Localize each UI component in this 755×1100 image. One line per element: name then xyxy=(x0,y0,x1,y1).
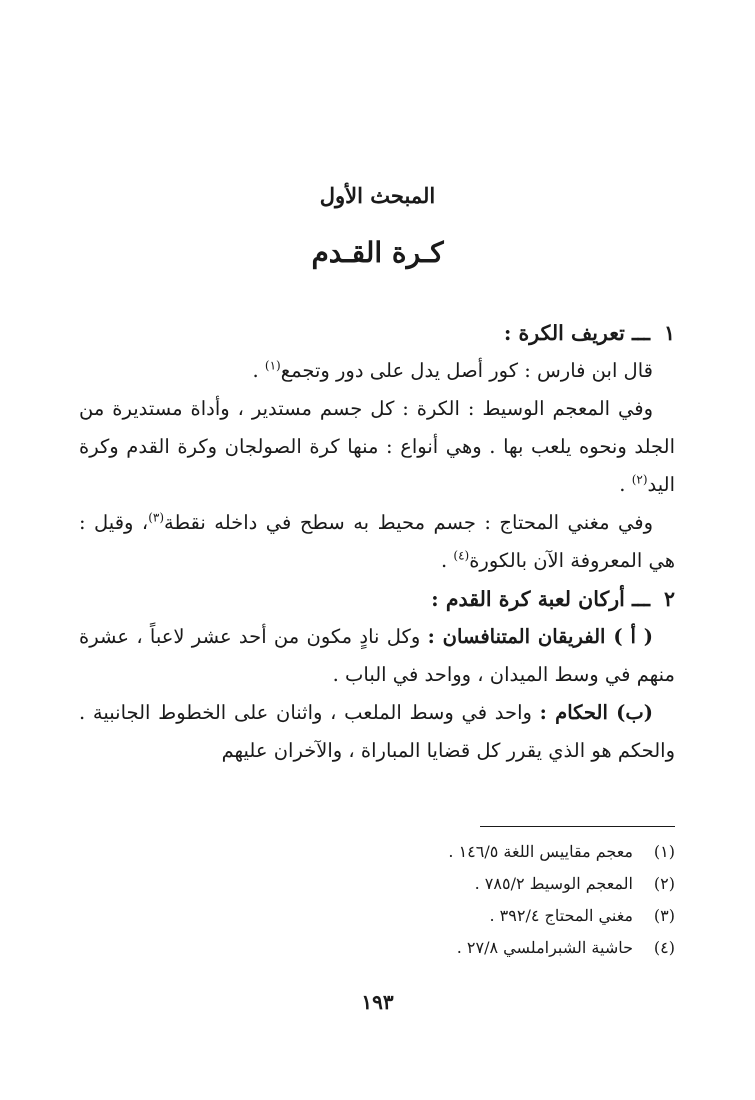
footnote-text: المعجم الوسيط ٧٨٥/٢ . xyxy=(474,874,633,893)
paragraph-wasit xyxy=(79,390,675,504)
section-number: ٢ xyxy=(663,587,675,611)
paragraph-text: وكل نادٍ مكون من أحد عشر لاعباً ، عشرة منهم في وسط الميدان ، وواحد في الباب . xyxy=(79,625,675,686)
footnote-number: (٢) xyxy=(653,874,675,893)
paragraph-text: وفي المعجم الوسيط : الكرة : كل جسم مستدير ، وأداة مستديرة من الجلد ونحوه يلعب بها . وهي أنواع : منها كرة الصولجان وكرة القدم وكرة اليد xyxy=(79,397,675,496)
page-number: ١٩٣ xyxy=(361,990,394,1014)
paragraph-teams xyxy=(79,618,675,694)
paragraph-end: . xyxy=(252,359,265,382)
paragraph-end: . xyxy=(440,549,454,572)
section-1-heading xyxy=(79,314,675,352)
footnote-text: حاشية الشبراملسي ٢٧/٨ . xyxy=(456,938,633,957)
section-title: تعريف الكرة : xyxy=(503,321,625,345)
footnote-ref[interactable]: (٣) xyxy=(148,510,165,525)
footnote-ref[interactable]: (٢) xyxy=(631,472,648,487)
footnote-item xyxy=(79,836,675,868)
body-text xyxy=(79,314,675,770)
footnotes-list xyxy=(79,836,675,964)
section-number: ١ xyxy=(663,321,675,345)
section-dash: ـــ xyxy=(631,587,650,611)
footnote-number: (٣) xyxy=(653,906,675,925)
paragraph-text: ، وقيل : هي المعروفة الآن بالكورة xyxy=(79,511,675,572)
paragraph-mughni xyxy=(79,504,675,580)
footnote-item xyxy=(79,932,675,964)
footnote-number: (٤) xyxy=(653,938,675,957)
subsection-label: (ب) الحكام : xyxy=(539,701,653,724)
footnote-divider xyxy=(480,826,675,827)
chapter-title: كـرة القـدم xyxy=(311,236,444,269)
paragraph-end: . xyxy=(619,473,632,496)
paragraph-referees xyxy=(79,694,675,770)
footnote-text: معجم مقاييس اللغة ١٤٦/٥ . xyxy=(448,842,633,861)
paragraph-text: قال ابن فارس : كور أصل يدل على دور وتجمع xyxy=(280,359,653,382)
footnote-item xyxy=(79,868,675,900)
section-title: أركان لعبة كرة القدم : xyxy=(431,587,625,611)
footnote-item xyxy=(79,900,675,932)
footnote-ref[interactable]: (١) xyxy=(264,358,281,373)
footnote-number: (١) xyxy=(653,842,675,861)
paragraph-text: واحد في وسط الملعب ، واثنان على الخطوط الجانبية . والحكم هو الذي يقرر كل قضايا المباراة ، والآخران عليهم xyxy=(79,701,675,762)
section-dash: ـــ xyxy=(631,321,650,345)
subsection-label: ( أ ) الفريقان المتنافسان : xyxy=(427,625,653,648)
paragraph-text: وفي مغني المحتاج : جسم محيط به سطح في داخله نقطة xyxy=(164,511,653,534)
section-2-heading xyxy=(79,580,675,618)
paragraph-ibn-faris xyxy=(79,352,675,390)
footnote-ref[interactable]: (٤) xyxy=(453,548,470,563)
footnote-text: مغني المحتاج ٣٩٢/٤ . xyxy=(489,906,633,925)
section-heading: المبحث الأول xyxy=(319,183,436,208)
